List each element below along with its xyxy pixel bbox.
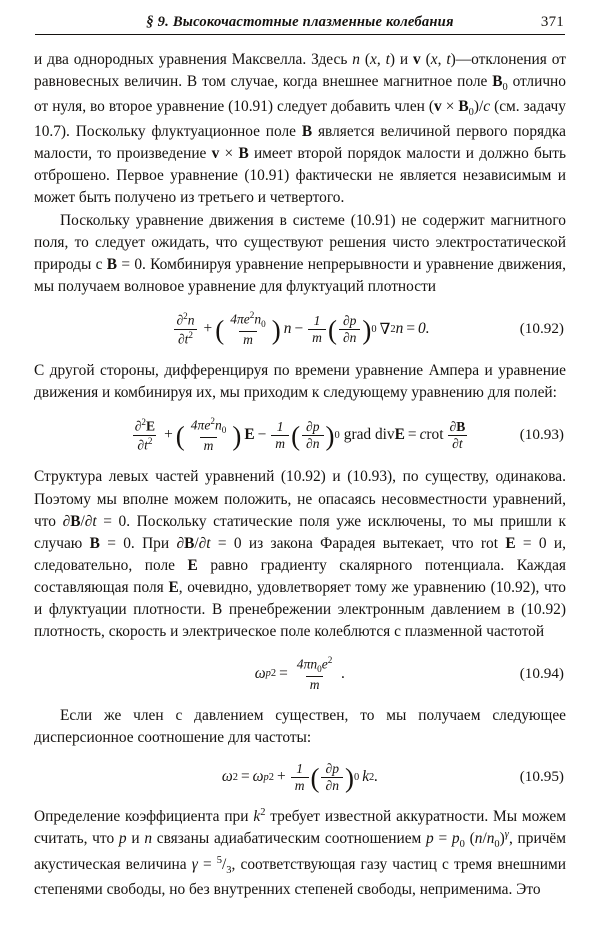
equation-10-95-body: ω 2 = ω p 2 + $\frac{1}{m}$ ( $\frac{\partial p}{\partial n}$ ) 0 k 2 . (221, 760, 379, 794)
equation-10-93-number: (10.93) (519, 426, 564, 444)
equation-10-92-body: $\frac{\partial^2n}{\partial t^2}$ + ( $\frac{4\pi e^2n_0}{m}$ ) n − $\frac{1}{m}$ ( $\frac{\partial p}{\partial n}$ ) 0 ∇ 2 n = 0. (34, 311, 566, 347)
header-rule (35, 34, 565, 35)
paragraph-5: Если же член с давлением существен, то мы получаем следующее дисперсионное соотношение для частоты: (34, 706, 566, 746)
equation-10-94-body: ω p 2 = $\frac{4\pi n_0e^2}{m}$ . (254, 654, 346, 692)
paragraph-6: Определение коэффициента при $k^2$ требует известной аккуратности. Мы можем считать, что p и n связаны адиабатическим соотношением $p = p_0$ $(n/n_0)^\gamma$, причём акустическая величина $\gamma = ^5/_3$, соответствующая газу частиц с тремя внешними степенями свободы, но без внутренних степеней свободы, неприменима. Это (34, 807, 567, 898)
equation-10-92-number: (10.92) (519, 320, 564, 338)
equation-10-93 (34, 417, 566, 453)
section-title: § 9. Высокочастотные плазменные колебания (146, 14, 454, 30)
paragraph-1: и два однородных уравнения Максвелла. Здесь n (x, t) и v (x, t)—отклонения от равновесных величин. В том случае, когда внешнее магнитное поле $B_0$ отлично от нуля, во второе уравнение (10.91) следует добавить член $(v \times B_0)/c$ (см. задачу 10.7). Поскольку флуктуационное поле B является величиной первого порядка малости, то произведение v × B имеет второй порядок малости и должно быть отброшено. Первое уравнение (10.91) фактически не является независимым и может быть получено из третьего и четвертого. (34, 51, 567, 207)
equation-10-92 (34, 311, 566, 347)
running-header (34, 14, 566, 34)
equation-10-95 (34, 762, 566, 793)
paragraph-3: С другой стороны, дифференцируя по времени уравнение Ампера и уравнение движения и комбинируя их, мы приходим к следующему уравнению для полей: (34, 362, 566, 402)
paragraph-4: Структура левых частей уравнений (10.92) и (10.93), по существу, одинакова. Поэтому мы вполне можем положить, не опасаясь несовместности уравнений, что ∂B/∂t = 0. Поскольку статические поля уже исключены, то мы пришли к случаю B = 0. При ∂B/∂t = 0 из закона Фарадея вытекает, что rot E = 0 и, следовательно, поле E равно градиенту скалярного потенциала. Каждая составляющая поля E, очевидно, удовлетворяет тому же уравнению (10.92), что и флуктуации плотности. В пренебрежении электронным давлением в (10.92) плотность, скорость и электрическое поле колеблются с плазменной частотой (34, 468, 567, 640)
page-number: 371 (540, 14, 564, 30)
equation-10-94-number: (10.94) (519, 664, 564, 682)
equation-10-94 (34, 656, 566, 692)
paragraph-2: Поскольку уравнение движения в системе (10.91) не содержит магнитного поля, то следует ожидать, что существуют решения чисто электростатической природы с B = 0. Комбинируя уравнение непрерывности и уравнение движения, мы получаем волновое уравнение для флуктуаций плотности (34, 212, 566, 296)
equation-10-95-number: (10.95) (519, 768, 564, 786)
equation-10-93-body: $\frac{\partial^2E}{\partial t^2}$ + ( $\frac{4\pi e^2n_0}{m}$ ) E − $\frac{1}{m}$ ( $\frac{\partial p}{\partial n}$ ) 0 grad div E = c rot $\frac{\partial B}{\partial t}$ (134, 416, 466, 454)
